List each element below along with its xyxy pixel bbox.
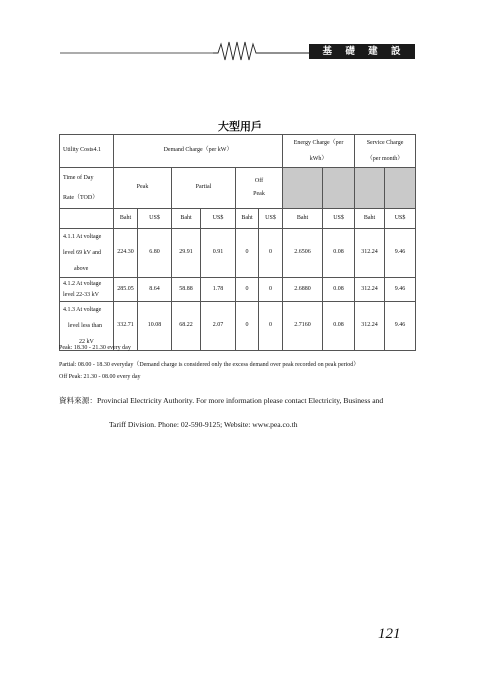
page-number: 121 [378, 626, 401, 642]
note-peak: Peak: 18.30 - 21.30 every day [59, 345, 131, 351]
table-unit-row [60, 209, 416, 229]
shaded-cell [323, 168, 355, 209]
shaded-cell [283, 168, 323, 209]
note-off-peak: Off Peak: 21.30 - 08.00 every day [59, 374, 141, 380]
demand-charge-header: Demand Charge（per kW） [114, 135, 283, 168]
unit-header: US$ [323, 209, 355, 229]
page-title: 大型用戶 [218, 120, 262, 133]
unit-header: Baht [236, 209, 259, 229]
row-label: 4.1.2 At voltage level 22-33 kV [60, 278, 114, 302]
cell: 224.30 [114, 229, 138, 278]
unit-header: US$ [259, 209, 283, 229]
blank-cell [60, 209, 114, 229]
cell: 0.08 [323, 278, 355, 302]
cell: 0 [259, 302, 283, 351]
cell: 0 [259, 229, 283, 278]
corner-label: Utility Costs4.1 [60, 135, 114, 168]
unit-header: Baht [114, 209, 138, 229]
cell: 0 [236, 278, 259, 302]
cell: 0.08 [323, 302, 355, 351]
service-charge-header: Service Charge （per month） [355, 135, 416, 168]
cell: 29.91 [172, 229, 201, 278]
unit-header: US$ [385, 209, 416, 229]
utility-cost-table [59, 134, 416, 351]
cell: 6.80 [138, 229, 172, 278]
cell: 312.24 [355, 302, 385, 351]
table-row [60, 229, 416, 278]
shaded-cell [385, 168, 416, 209]
row-label: 4.1.1 At voltage level 69 kV and above [60, 229, 114, 278]
cell: 8.64 [138, 278, 172, 302]
energy-charge-header: Energy Charge（per kWh） [283, 135, 355, 168]
cell: 68.22 [172, 302, 201, 351]
cell: 2.6880 [283, 278, 323, 302]
table-period-row [60, 168, 416, 209]
cell: 285.05 [114, 278, 138, 302]
section-title: 基 礎 建 設 及 成 本 [309, 44, 415, 59]
cell: 0 [259, 278, 283, 302]
source-line-2: Tariff Division. Phone: 02-590-9125; Website: www.pea.co.th [109, 420, 298, 429]
cell: 332.71 [114, 302, 138, 351]
table-row [60, 302, 416, 351]
cell: 0.91 [201, 229, 236, 278]
off-peak-header: Off Peak [236, 168, 283, 209]
time-of-day-label: Time of Day Rate（TOD） [60, 168, 114, 209]
cell: 312.24 [355, 278, 385, 302]
unit-header: US$ [201, 209, 236, 229]
unit-header: Baht [355, 209, 385, 229]
cell: 10.08 [138, 302, 172, 351]
partial-header: Partial [172, 168, 236, 209]
note-partial: Partial: 08.00 - 18.30 everyday（Demand charge is considered only the excess demand over peak recorded on peak period） [59, 362, 360, 368]
cell: 2.7160 [283, 302, 323, 351]
unit-header: US$ [138, 209, 172, 229]
cell: 2.07 [201, 302, 236, 351]
row-label: 4.1.3 At voltage level less than 22 kV [60, 302, 114, 351]
cell: 58.88 [172, 278, 201, 302]
cell: 9.46 [385, 229, 416, 278]
cell: 9.46 [385, 302, 416, 351]
cell: 0 [236, 302, 259, 351]
cell: 1.78 [201, 278, 236, 302]
table-header-row [60, 135, 416, 168]
page-header [0, 0, 480, 70]
table-row [60, 278, 416, 302]
cell: 0 [236, 229, 259, 278]
cell: 0.08 [323, 229, 355, 278]
unit-header: Baht [172, 209, 201, 229]
unit-header: Baht [283, 209, 323, 229]
header-rule-graphic [0, 0, 480, 70]
cell: 312.24 [355, 229, 385, 278]
peak-header: Peak [114, 168, 172, 209]
cell: 9.46 [385, 278, 416, 302]
source-citation [59, 389, 419, 437]
source-line-1: 資料來源：Provincial Electricity Authority. For more information please contact Electricity, Business and [59, 396, 384, 405]
cell: 2.6506 [283, 229, 323, 278]
shaded-cell [355, 168, 385, 209]
